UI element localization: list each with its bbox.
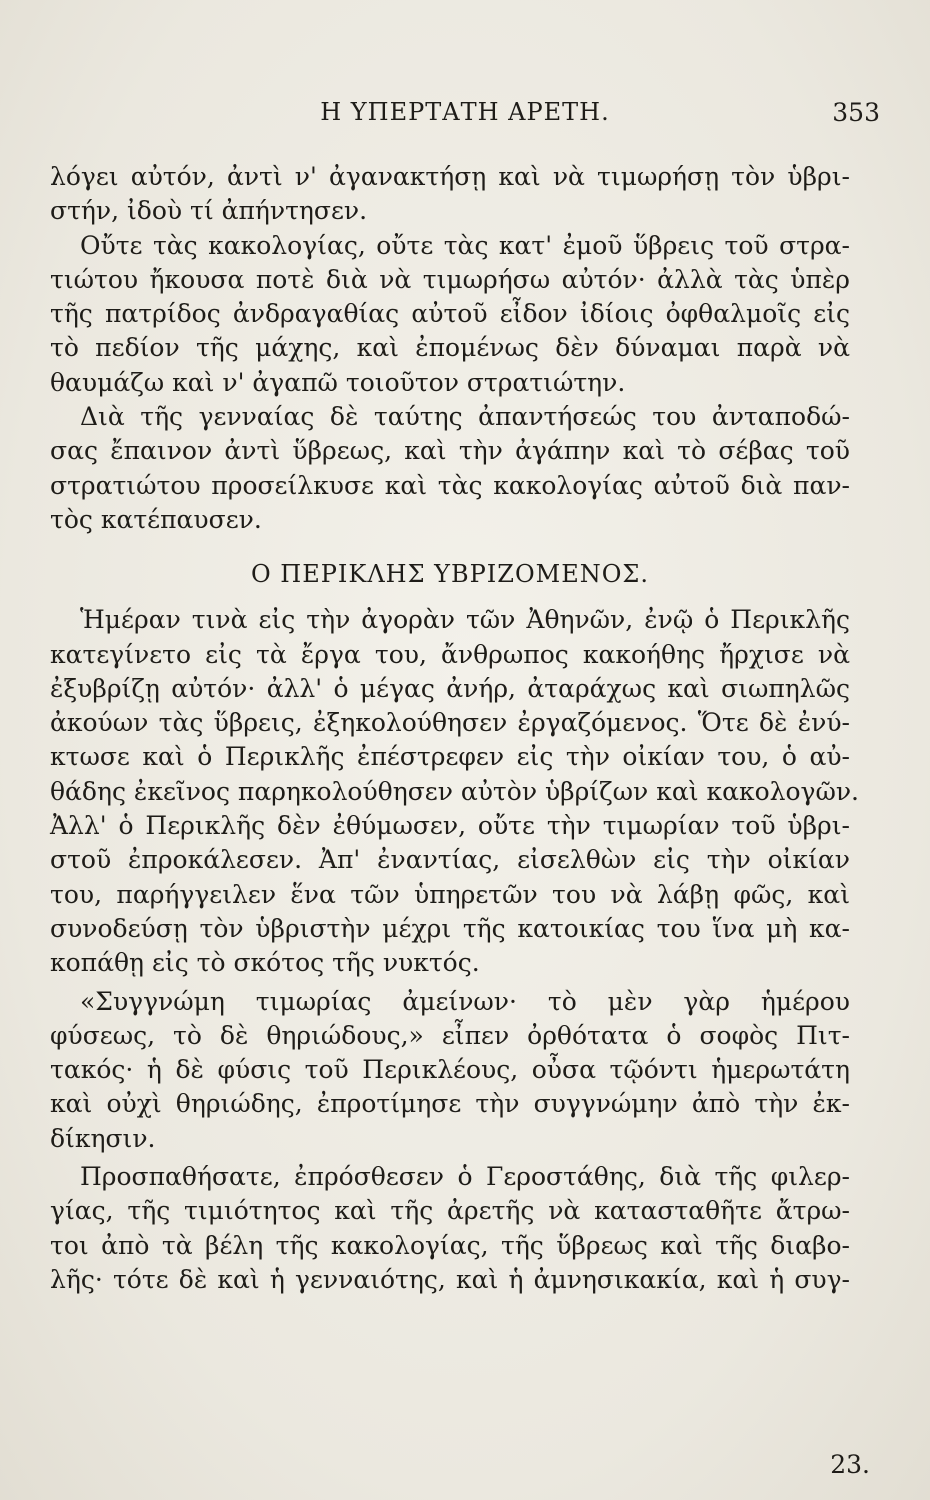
text-line: τοι ἀπὸ τὰ βέλη τῆς κακολογίας, τῆς ὕβρεως καὶ τῆς διαβο- <box>50 1230 850 1260</box>
text-line: τακός· ἡ δὲ φύσις τοῦ Περικλέους, οὖσα τῷόντι ἡμερωτάτη <box>50 1055 850 1085</box>
text-line: κατεγίνετο εἰς τὰ ἔργα του, ἄνθρωπος κακοήθης ἤρχισε νὰ <box>50 639 850 669</box>
text-line: λῆς· τότε δὲ καὶ ἡ γενναιότης, καὶ ἡ ἀμνησικακία, καὶ ἡ συγ- <box>50 1264 850 1294</box>
text-line: ἀκούων τὰς ὕβρεις, ἐξηκολούθησεν ἐργαζόμενος. Ὅτε δὲ ἐνύ- <box>50 708 850 738</box>
paragraph-4 <box>50 603 859 980</box>
page-header <box>40 98 890 138</box>
text-line: Οὔτε τὰς κακολογίας, οὔτε τὰς κατ' ἐμοῦ ὕβρεις τοῦ στρα- <box>80 230 850 260</box>
text-line: λόγει αὐτόν, ἀντὶ ν' ἀγανακτήσῃ καὶ νὰ τιμωρήσῃ τὸν ὑβρι- <box>50 162 850 191</box>
text-line: τὸς κατέπαυσεν. <box>50 504 262 534</box>
text-line: τιώτου ἤκουσα ποτὲ διὰ νὰ τιμωρήσω αὐτόν· ἀλλὰ τὰς ὑπὲρ <box>50 264 850 294</box>
page-body <box>50 160 859 1297</box>
text-line: συνοδεύσῃ τὸν ὑβριστὴν μέχρι τῆς κατοικίας του ἵνα μὴ κα- <box>50 913 850 943</box>
text-line: δίκησιν. <box>50 1123 156 1153</box>
paragraph-6 <box>50 1160 850 1297</box>
signature-mark: 23. <box>830 1450 870 1479</box>
text-line: κοπάθῃ εἰς τὸ σκότος τῆς νυκτός. <box>50 948 480 978</box>
text-line: «Συγγνώμη τιμωρίας ἀμείνων· τὸ μὲν γὰρ ἡμέρου <box>80 986 850 1016</box>
text-line: στρατιώτου προσείλκυσε καὶ τὰς κακολογίας αὐτοῦ διὰ παν- <box>50 470 850 500</box>
text-line: Διὰ τῆς γενναίας δὲ ταύτης ἀπαντήσεώς του ἀνταποδώ- <box>80 402 850 432</box>
paragraph-5 <box>50 985 850 1156</box>
text-line: ἐξυβρίζῃ αὐτόν· ἀλλ' ὁ μέγας ἀνήρ, ἀταράχως καὶ σιωπηλῶς <box>50 673 850 703</box>
text-line: σας ἔπαινον ἀντὶ ὕβρεως, καὶ τὴν ἀγάπην καὶ τὸ σέβας τοῦ <box>50 436 850 466</box>
page-number: 353 <box>832 98 880 127</box>
text-line: θαυμάζω καὶ ν' ἀγαπῶ τοιοῦτον στρατιώτην. <box>50 367 626 397</box>
text-line: τῆς πατρίδος ἀνδραγαθίας αὐτοῦ εἶδον ἰδίοις ὀφθαλμοῖς εἰς <box>50 299 850 329</box>
text-line: στοῦ ἐπροκάλεσεν. Ἀπ' ἐναντίας, εἰσελθὼν εἰς τὴν οἰκίαν <box>50 845 850 875</box>
section-title: Ο ΠΕΡΙΚΛΗΣ ΥΒΡΙΖΟΜΕΝΟΣ. <box>251 560 649 589</box>
text-line: τὸ πεδίον τῆς μάχης, καὶ ἐπομένως δὲν δύναμαι παρὰ νὰ <box>50 333 850 363</box>
text-line: καὶ οὐχὶ θηριώδης, ἐπροτίμησε τὴν συγγνώμην ἀπὸ τὴν ἐκ- <box>50 1089 850 1119</box>
text-line: θάδης ἐκεῖνος παρηκολούθησεν αὐτὸν ὑβρίζων καὶ κακολογῶν. <box>50 776 859 806</box>
text-line: Ἡμέραν τινὰ εἰς τὴν ἀγορὰν τῶν Ἀθηνῶν, ἐνῷ ὁ Περικλῆς <box>80 605 850 635</box>
paragraph-3 <box>50 400 850 537</box>
text-line: γίας, τῆς τιμιότητος καὶ τῆς ἀρετῆς νὰ κατασταθῆτε ἄτρω- <box>50 1196 850 1226</box>
text-line: του, παρήγγειλεν ἕνα τῶν ὑπηρετῶν του νὰ λάβῃ φῶς, καὶ <box>50 879 850 909</box>
text-line: Ἀλλ' ὁ Περικλῆς δὲν ἐθύμωσεν, οὔτε τὴν τιμωρίαν τοῦ ὑβρι- <box>50 811 850 841</box>
running-title: Η ΥΠΕΡΤΑΤΗ ΑΡΕΤΗ. <box>320 98 610 126</box>
text-line: Προσπαθήσατε, ἐπρόσθεσεν ὁ Γεροστάθης, διὰ τῆς φιλερ- <box>80 1162 850 1192</box>
paragraph-1 <box>50 160 850 229</box>
text-line: φύσεως, τὸ δὲ θηριώδους,» εἶπεν ὀρθότατα ὁ σοφὸς Πιτ- <box>50 1020 850 1050</box>
paragraph-2 <box>50 229 850 400</box>
text-line: κτωσε καὶ ὁ Περικλῆς ἐπέστρεφεν εἰς τὴν οἰκίαν του, ὁ αὐ- <box>50 742 850 772</box>
text-line: στήν, ἰδοὺ τί ἀπήντησεν. <box>50 196 368 226</box>
